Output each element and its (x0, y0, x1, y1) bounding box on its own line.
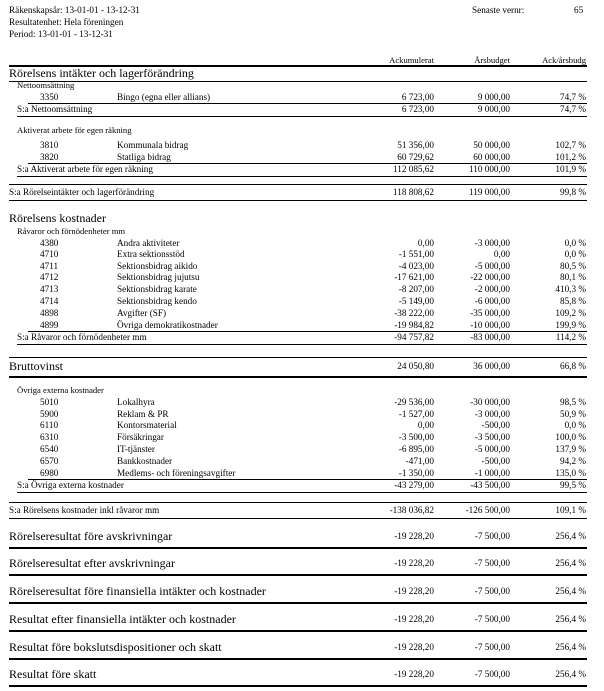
account-name: Statliga bidrag (117, 152, 171, 162)
row-budget: -5 000,00 (474, 261, 510, 271)
total-accumulated: 118 808,62 (392, 187, 434, 197)
row-accumulated: -4 023,00 (398, 261, 434, 271)
subtotal-underline (17, 344, 587, 345)
row-accumulated: 60 729,62 (397, 152, 434, 162)
row-budget: -3 000,00 (474, 409, 510, 419)
row-accumulated: -29 536,00 (394, 397, 434, 407)
row-accumulated: -8 207,00 (398, 284, 434, 294)
row-budget: 50 000,00 (473, 140, 510, 150)
subtotal-underline (17, 116, 587, 117)
account-name: Sektionsbidrag jujutsu (117, 272, 200, 282)
result-budget: -7 500,00 (474, 669, 510, 679)
total-budget: -126 500,00 (465, 505, 510, 515)
group-label: Nettoomsättning (17, 80, 75, 90)
row-budget: -1 000,00 (474, 468, 510, 478)
account-code: 5010 (40, 397, 59, 407)
subtotal-label: S:a Råvaror och förnödenheter mm (17, 332, 147, 342)
row-budget: 0,00 (493, 249, 510, 259)
account-code: 4380 (40, 238, 59, 248)
result-underline (9, 547, 587, 549)
row-ratio: 94,2 % (559, 456, 586, 466)
last-ver-label: Senaste vernr: (472, 5, 525, 15)
account-name: Lokalhyra (117, 397, 155, 407)
account-name: Medlems- och föreningsavgifter (117, 468, 236, 478)
row-ratio: 0,0 % (564, 420, 586, 430)
subtotal-ratio: 74,7 % (559, 104, 586, 114)
account-code: 3810 (40, 140, 59, 150)
row-ratio: 50,9 % (559, 409, 586, 419)
result-label: Rörelseresultat efter avskrivningar (9, 556, 175, 570)
account-name: Sektionsbidrag aikido (117, 261, 198, 271)
result-ratio: 256,4 % (555, 642, 586, 652)
account-code: 4713 (40, 284, 59, 294)
result-unit: Resultatenhet: Hela föreningen (9, 17, 124, 27)
row-ratio: 100,0 % (555, 432, 586, 442)
result-budget: -7 500,00 (474, 642, 510, 652)
subtotal-label: S:a Nettoomsättning (17, 104, 93, 114)
account-code: 6980 (40, 468, 59, 478)
subtotal-accumulated: 6 723,00 (401, 104, 434, 114)
result-underline (9, 574, 587, 576)
result-ratio: 256,4 % (555, 614, 586, 624)
section-heading: Rörelsens kostnader (9, 211, 106, 225)
row-ratio: 410,3 % (555, 284, 586, 294)
total-underline (9, 200, 587, 201)
account-name: Försäkringar (117, 432, 164, 442)
row-ratio: 0,0 % (564, 238, 586, 248)
row-budget: -35 000,00 (470, 308, 510, 318)
account-code: 4899 (40, 320, 59, 330)
row-budget: -500,00 (481, 420, 510, 430)
row-accumulated: -6 895,00 (398, 444, 434, 454)
row-accumulated: 0,00 (417, 420, 434, 430)
row-accumulated: -3 500,00 (398, 432, 434, 442)
row-accumulated: -1 350,00 (398, 468, 434, 478)
row-ratio: 0,0 % (564, 249, 586, 259)
account-code: 6310 (40, 432, 59, 442)
total-ratio: 99,8 % (559, 187, 586, 197)
result-accumulated: -19 228,20 (394, 614, 434, 624)
result-accumulated: -19 228,20 (394, 586, 434, 596)
account-name: Bankkostnader (117, 456, 173, 466)
total-rule (9, 184, 587, 185)
row-budget: -2 000,00 (474, 284, 510, 294)
group-label: Övriga externa kostnader (17, 385, 104, 395)
gross-profit-budget: 36 000,00 (473, 361, 510, 371)
result-underline (9, 602, 587, 604)
account-name: IT-tjänster (117, 444, 155, 454)
account-code: 3820 (40, 152, 59, 162)
subtotal-accumulated: 112 085,62 (392, 164, 434, 174)
subtotal-underline (17, 492, 587, 493)
subtotal-budget: -43 500,00 (470, 480, 510, 490)
result-ratio: 256,4 % (555, 586, 586, 596)
row-ratio: 98,5 % (559, 397, 586, 407)
subtotal-ratio: 114,2 % (555, 332, 586, 342)
account-name: Övriga demokratikostnader (117, 320, 218, 330)
result-budget: -7 500,00 (474, 614, 510, 624)
total-rule (9, 502, 587, 503)
row-budget: -5 000,00 (474, 444, 510, 454)
row-accumulated: -38 222,00 (394, 308, 434, 318)
row-budget: -3 500,00 (474, 432, 510, 442)
row-budget: 9 000,00 (477, 92, 510, 102)
period: Period: 13-01-01 - 13-12-31 (9, 29, 113, 39)
row-ratio: 74,7 % (559, 92, 586, 102)
row-budget: -6 000,00 (474, 296, 510, 306)
group-label: Råvaror och förnödenheter mm (17, 226, 126, 236)
total-underline (9, 518, 587, 519)
section-rule (9, 81, 587, 82)
subtotal-accumulated: -94 757,82 (394, 332, 434, 342)
result-budget: -7 500,00 (474, 531, 510, 541)
row-accumulated: -471,00 (405, 456, 434, 466)
row-accumulated: 0,00 (417, 238, 434, 248)
gross-underline (9, 376, 587, 378)
row-accumulated: -1 527,00 (398, 409, 434, 419)
result-accumulated: -19 228,20 (394, 531, 434, 541)
account-code: 4710 (40, 249, 59, 259)
account-code: 3350 (40, 92, 59, 102)
subtotal-budget: 110 000,00 (468, 164, 510, 174)
result-accumulated: -19 228,20 (394, 642, 434, 652)
row-ratio: 101,2 % (555, 152, 586, 162)
row-accumulated: -5 149,00 (398, 296, 434, 306)
row-budget: -22 000,00 (470, 272, 510, 282)
result-ratio: 256,4 % (555, 531, 586, 541)
row-accumulated: 51 356,00 (397, 140, 434, 150)
row-budget: -10 000,00 (470, 320, 510, 330)
row-ratio: 199,9 % (555, 320, 586, 330)
row-budget: -500,00 (481, 456, 510, 466)
result-label: Resultat före bokslutsdispositioner och skatt (9, 640, 222, 654)
result-budget: -7 500,00 (474, 558, 510, 568)
account-name: Reklam & PR (117, 409, 169, 419)
row-budget: -30 000,00 (470, 397, 510, 407)
result-accumulated: -19 228,20 (394, 669, 434, 679)
result-ratio: 256,4 % (555, 669, 586, 679)
subtotal-ratio: 101,9 % (555, 164, 586, 174)
col-header-budget: Årsbudget (474, 55, 510, 65)
total-ratio: 109,1 % (555, 505, 586, 515)
row-budget: -3 000,00 (474, 238, 510, 248)
gross-profit-ratio: 66,8 % (559, 361, 586, 371)
account-name: Extra sektionsstöd (117, 249, 185, 259)
col-header-ratio: Ack/årsbudg (542, 55, 586, 65)
subtotal-label: S:a Övriga externa kostnader (17, 480, 124, 490)
subtotal-accumulated: -43 279,00 (394, 480, 434, 490)
row-ratio: 102,7 % (555, 140, 586, 150)
result-label: Rörelseresultat före finansiella intäkter och kostnader (9, 584, 266, 598)
account-code: 5900 (40, 409, 59, 419)
subtotal-budget: -83 000,00 (470, 332, 510, 342)
subtotal-label: S:a Aktiverat arbete för egen räkning (17, 164, 153, 174)
group-label: Aktiverat arbete för egen räkning (17, 125, 132, 135)
account-name: Kontorsmaterial (117, 420, 177, 430)
account-code: 4711 (40, 261, 59, 271)
subtotal-budget: 9 000,00 (477, 104, 510, 114)
account-code: 6570 (40, 456, 59, 466)
account-name: Avgifter (SF) (117, 308, 167, 318)
result-label: Rörelseresultat före avskrivningar (9, 529, 173, 543)
row-accumulated: 6 723,00 (401, 92, 434, 102)
gross-profit-accumulated: 24 050,80 (397, 361, 434, 371)
account-name: Sektionsbidrag kendo (117, 296, 197, 306)
fiscal-year: Räkenskapsår: 13-01-01 - 13-12-31 (9, 5, 140, 15)
result-budget: -7 500,00 (474, 586, 510, 596)
total-budget: 119 000,00 (468, 187, 510, 197)
account-name: Sektionsbidrag karate (117, 284, 197, 294)
row-ratio: 80,1 % (559, 272, 586, 282)
row-ratio: 109,2 % (555, 308, 586, 318)
account-code: 6110 (40, 420, 59, 430)
subtotal-underline (17, 176, 587, 177)
account-name: Andra aktiviteter (117, 238, 180, 248)
row-accumulated: -17 621,00 (394, 272, 434, 282)
last-ver-value: 65 (574, 5, 584, 15)
account-code: 4712 (40, 272, 59, 282)
account-code: 4714 (40, 296, 59, 306)
result-underline (9, 658, 587, 660)
col-header-accumulated: Ackumulerat (389, 55, 434, 65)
result-label: Resultat före skatt (9, 667, 97, 681)
result-underline (9, 630, 587, 632)
result-ratio: 256,4 % (555, 558, 586, 568)
row-accumulated: -19 984,82 (394, 320, 434, 330)
result-underline (9, 685, 587, 687)
total-label: S:a Rörelsens kostnader inkl råvaror mm (9, 505, 160, 515)
row-ratio: 135,0 % (555, 468, 586, 478)
account-name: Bingo (egna eller allians) (117, 92, 211, 102)
gross-profit-label: Bruttovinst (9, 359, 64, 373)
account-code: 4898 (40, 308, 59, 318)
result-label: Resultat efter finansiella intäkter och kostnader (9, 612, 236, 626)
row-ratio: 80,5 % (559, 261, 586, 271)
subtotal-ratio: 99,5 % (559, 480, 586, 490)
section-heading: Rörelsens intäkter och lagerförändring (9, 66, 194, 80)
total-accumulated: -138 036,82 (389, 505, 434, 515)
gross-rule (9, 357, 587, 358)
row-ratio: 85,8 % (559, 296, 586, 306)
account-name: Kommunala bidrag (117, 140, 189, 150)
result-accumulated: -19 228,20 (394, 558, 434, 568)
row-accumulated: -1 551,00 (398, 249, 434, 259)
row-ratio: 137,9 % (555, 444, 586, 454)
row-budget: 60 000,00 (473, 152, 510, 162)
total-label: S:a Rörelseintäkter och lagerförändring (9, 187, 155, 197)
account-code: 6540 (40, 444, 59, 454)
